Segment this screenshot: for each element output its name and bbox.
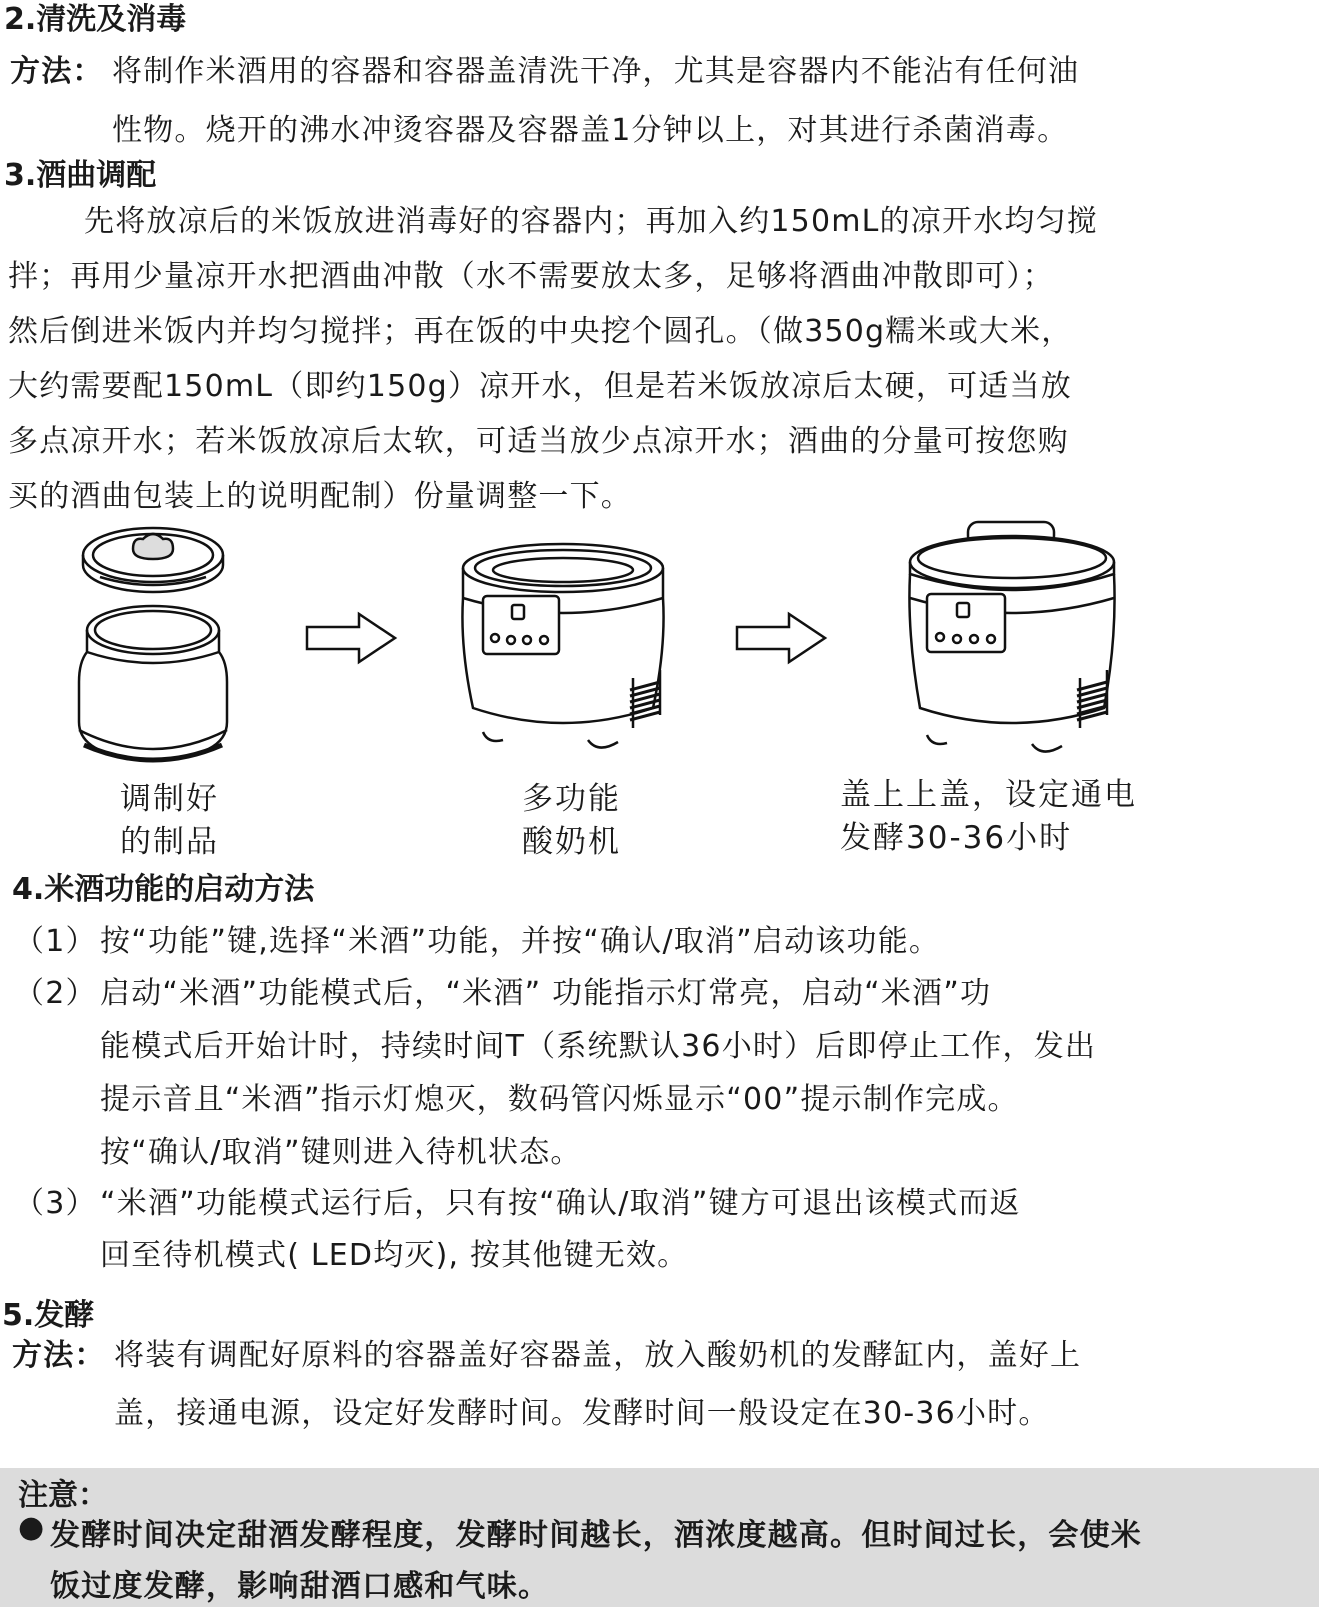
item-1-line-1: 按“功能”键,选择“米酒”功能，并按“确认/取消”启动该功能。 xyxy=(100,924,941,959)
item-3-number: （3） xyxy=(14,1186,97,1221)
yogurt-machine-closed-illustration xyxy=(902,520,1127,765)
note-line-1: 发酵时间决定甜酒发酵程度，发酵时间越长，酒浓度越高。但时间过长，会使米 xyxy=(50,1518,1142,1553)
section-2-line-1: 将制作米酒用的容器和容器盖清洗干净，尤其是容器内不能沾有任何油 xyxy=(112,54,1080,89)
section-4-heading: 4.米酒功能的启动方法 xyxy=(12,872,315,907)
section-3-line: 大约需要配150mL（即约150g）凉开水，但是若米饭放凉后太硬，可适当放 xyxy=(8,369,1072,404)
section-3-line: 先将放凉后的米饭放进消毒好的容器内；再加入约150mL的凉开水均匀搅 xyxy=(84,204,1098,239)
section-3-line: 买的酒曲包装上的说明配制）份量调整一下。 xyxy=(8,479,632,514)
item-3-line-2: 回至待机模式( LED均灭), 按其他键无效。 xyxy=(100,1238,689,1273)
section-3-line: 拌；再用少量凉开水把酒曲冲散（水不需要放太多，足够将酒曲冲散即可）； xyxy=(8,259,1054,294)
section-5-heading: 5.发酵 xyxy=(2,1298,95,1333)
section-3-heading: 3.酒曲调配 xyxy=(4,158,157,193)
arrow-right-icon xyxy=(735,612,827,664)
section-3-line: 然后倒进米饭内并均匀搅拌；再在饭的中央挖个圆孔。（做350g糯米或大米， xyxy=(8,314,1073,349)
note-title: 注意： xyxy=(18,1478,108,1513)
caption-prepared-product: 调制好 的制品 xyxy=(120,781,219,860)
item-2-line-4: 按“确认/取消”键则进入待机状态。 xyxy=(100,1135,582,1170)
jar-with-lid-illustration xyxy=(70,525,240,790)
note-bullet: ● xyxy=(18,1510,46,1545)
section-2-line-2: 性物。烧开的沸水冲烫容器及容器盖1分钟以上，对其进行杀菌消毒。 xyxy=(112,113,1069,148)
item-3-line-1: “米酒”功能模式运行后，只有按“确认/取消”键方可退出该模式而返 xyxy=(100,1186,1021,1221)
caption-yogurt-machine: 多功能 酸奶机 xyxy=(522,781,621,860)
note-line-2: 饭过度发酵，影响甜酒口感和气味。 xyxy=(50,1569,550,1604)
section-5-line-2: 盖，接通电源，设定好发酵时间。发酵时间一般设定在30-36小时。 xyxy=(114,1396,1050,1431)
arrow-right-icon xyxy=(305,612,397,664)
section-2-heading: 2.清洗及消毒 xyxy=(4,2,187,37)
section-5-line-1: 将装有调配好原料的容器盖好容器盖，放入酸奶机的发酵缸内，盖好上 xyxy=(114,1338,1082,1373)
section-2-method-label: 方法： xyxy=(10,54,104,89)
section-3-line: 多点凉开水；若米饭放凉后太软，可适当放少点凉开水；酒曲的分量可按您购 xyxy=(8,424,1069,459)
item-2-line-2: 能模式后开始计时，持续时间T（系统默认36小时）后即停止工作，发出 xyxy=(100,1029,1097,1064)
yogurt-machine-open-illustration xyxy=(458,540,678,760)
item-2-line-1: 启动“米酒”功能模式后，“米酒” 功能指示灯常亮，启动“米酒”功 xyxy=(100,976,992,1011)
section-5-method-label: 方法： xyxy=(12,1338,106,1373)
item-2-line-3: 提示音且“米酒”指示灯熄灭，数码管闪烁显示“00”提示制作完成。 xyxy=(100,1082,1019,1117)
caption-cover-and-ferment: 盖上上盖，设定通电 发酵30-36小时 xyxy=(840,777,1137,856)
item-2-number: （2） xyxy=(14,976,97,1011)
item-1-number: （1） xyxy=(14,924,97,959)
